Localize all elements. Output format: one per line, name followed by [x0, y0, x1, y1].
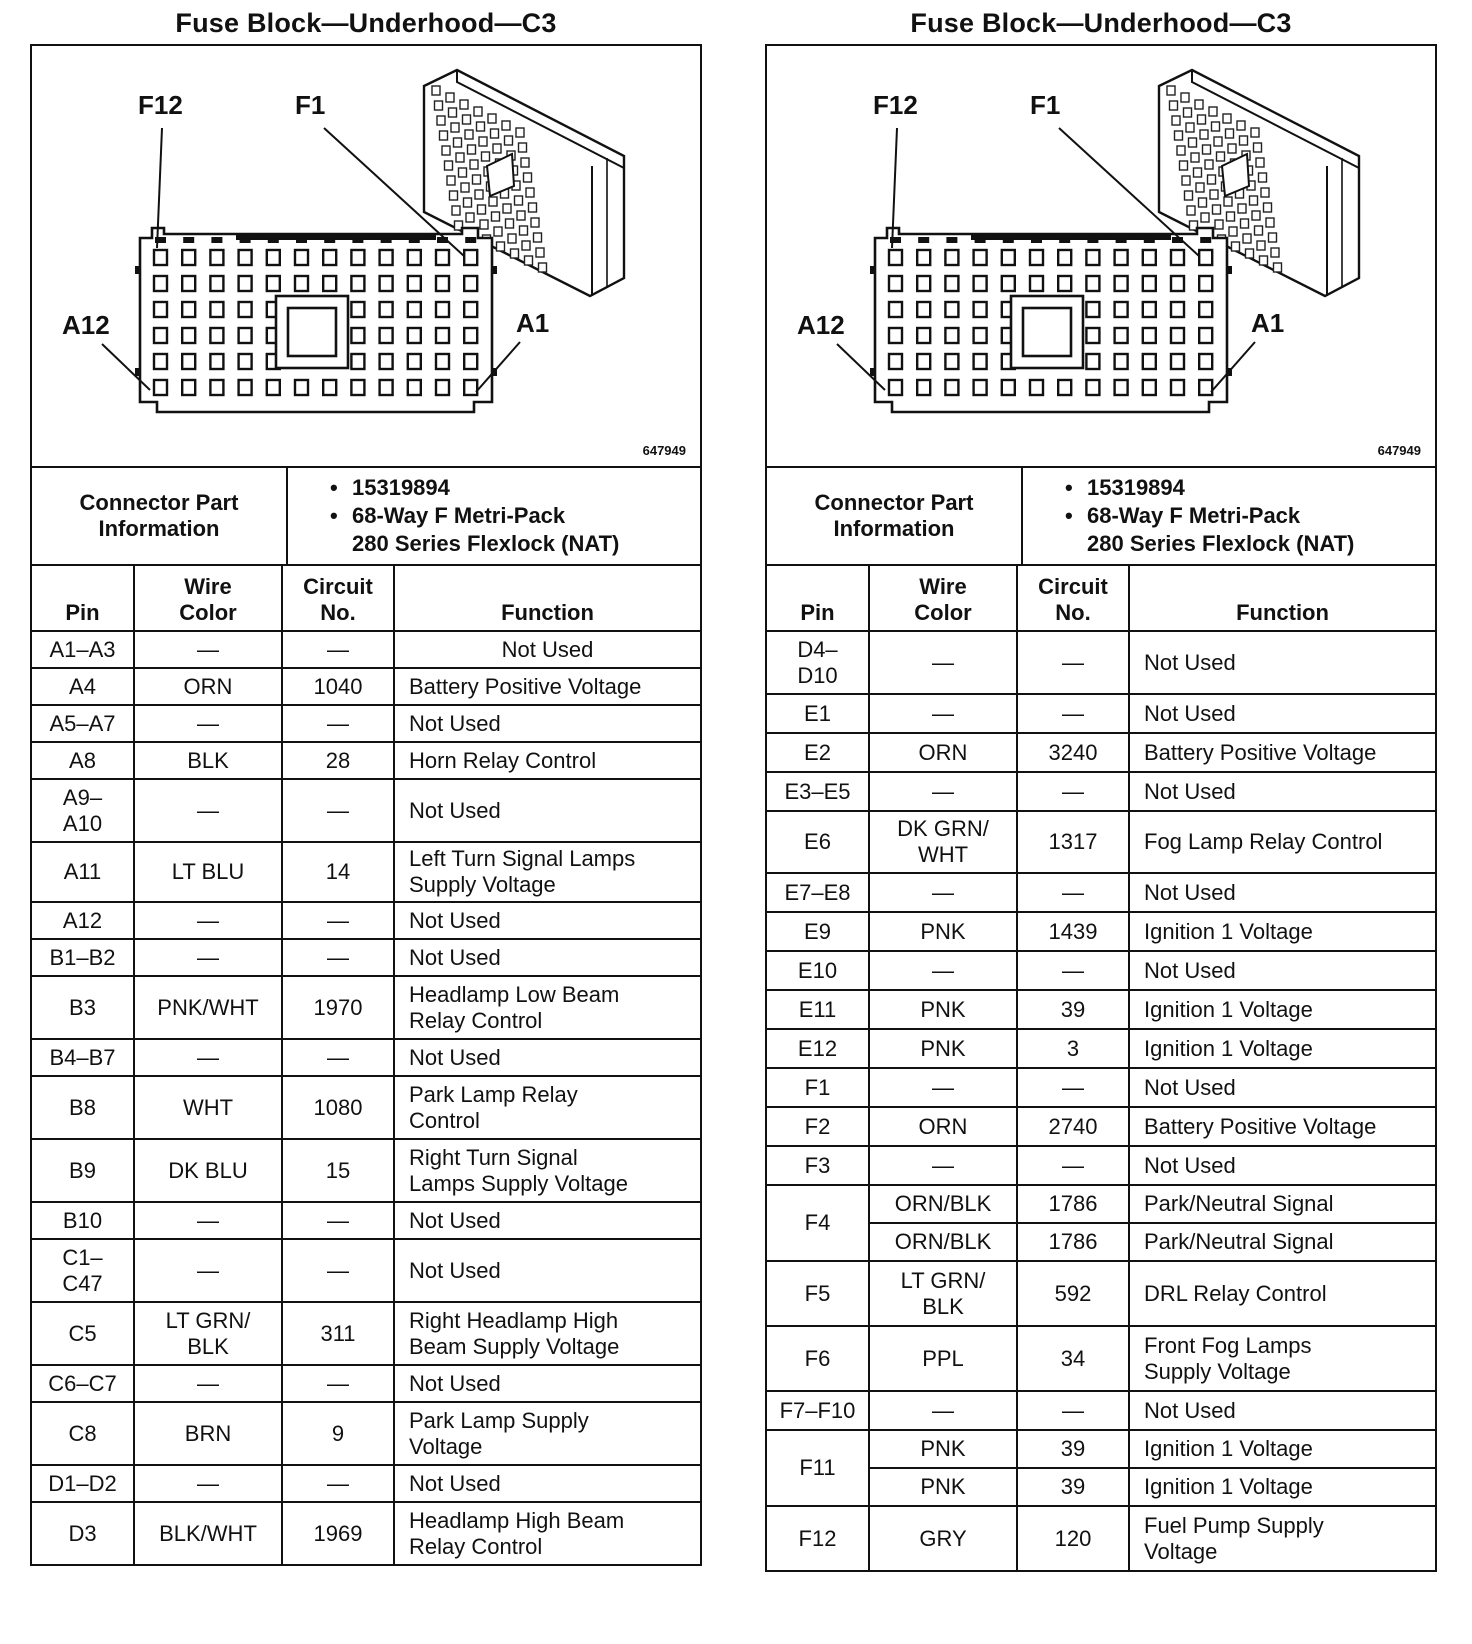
header-wire-color: Wire Color [869, 566, 1017, 631]
cell-function: Not Used [394, 902, 700, 939]
cell-pin: E9 [767, 912, 869, 951]
cell-function: Not Used [394, 1365, 700, 1402]
cell-circuit: 1969 [282, 1502, 394, 1565]
cell-wire-color: LT BLU [134, 842, 282, 902]
cell-pin: A1–A3 [32, 631, 134, 668]
cell-function: Not Used [1129, 631, 1435, 694]
header-pin: Pin [32, 566, 134, 631]
cell-circuit: — [282, 1202, 394, 1239]
pinout-table [767, 566, 1435, 1572]
connector-part-values [1023, 468, 1435, 564]
cell-pin: E10 [767, 951, 869, 990]
table-row [32, 631, 700, 668]
cell-function: Not Used [1129, 1391, 1435, 1430]
cell-circuit: 39 [1017, 1468, 1129, 1506]
cell-wire-color: — [869, 1146, 1017, 1185]
cell-pin: A9– A10 [32, 779, 134, 842]
connector-part-label: Connector Part Information [767, 468, 1023, 564]
header-circuit: Circuit No. [1017, 566, 1129, 631]
table-row [767, 1261, 1435, 1326]
cell-circuit: 120 [1017, 1506, 1129, 1571]
cell-wire-color: — [134, 1239, 282, 1302]
table-row [767, 1107, 1435, 1146]
label-f12: F12 [138, 90, 183, 120]
panel-box [30, 44, 702, 1566]
cell-wire-color: ORN [869, 733, 1017, 772]
cell-pin: E3–E5 [767, 772, 869, 811]
cell-circuit: 34 [1017, 1326, 1129, 1391]
cell-wire-color: — [869, 951, 1017, 990]
cell-wire-color: — [869, 772, 1017, 811]
cell-function: Park/Neutral Signal [1129, 1223, 1435, 1261]
table-row [32, 1039, 700, 1076]
cell-pin: D1–D2 [32, 1465, 134, 1502]
cell-circuit: 15 [282, 1139, 394, 1202]
header-function: Function [1129, 566, 1435, 631]
table-row [767, 1326, 1435, 1391]
table-row [767, 1146, 1435, 1185]
table-row [767, 1029, 1435, 1068]
cell-circuit: — [1017, 694, 1129, 733]
cell-pin: C6–C7 [32, 1365, 134, 1402]
panel-title: Fuse Block—Underhood—C3 [175, 8, 557, 38]
cell-pin: F11 [767, 1430, 869, 1506]
figure [767, 46, 1435, 468]
cell-pin: F2 [767, 1107, 869, 1146]
cell-circuit: — [282, 705, 394, 742]
cell-wire-color: WHT [134, 1076, 282, 1139]
cell-wire-color: — [869, 1068, 1017, 1107]
label-a12: A12 [62, 310, 110, 340]
cell-wire-color: ORN/BLK [869, 1223, 1017, 1261]
cell-pin: A8 [32, 742, 134, 779]
cell-wire-color: — [134, 902, 282, 939]
cell-function: Ignition 1 Voltage [1129, 1029, 1435, 1068]
cell-pin: A5–A7 [32, 705, 134, 742]
header-function: Function [394, 566, 700, 631]
cell-wire-color: — [869, 873, 1017, 912]
cell-circuit: 1317 [1017, 811, 1129, 873]
table-row [767, 631, 1435, 694]
table-row [32, 1302, 700, 1365]
cell-wire-color: GRY [869, 1506, 1017, 1571]
cell-circuit: — [282, 939, 394, 976]
figure-id: 647949 [1377, 443, 1421, 458]
table-row [767, 873, 1435, 912]
table-row [32, 976, 700, 1039]
cell-pin: C5 [32, 1302, 134, 1365]
cell-pin: A4 [32, 668, 134, 705]
cell-wire-color: PNK [869, 1468, 1017, 1506]
figure-id: 647949 [642, 443, 686, 458]
cell-pin: B1–B2 [32, 939, 134, 976]
cell-pin: E6 [767, 811, 869, 873]
table-header-row [767, 566, 1435, 631]
table-row [32, 939, 700, 976]
cell-pin: D4– D10 [767, 631, 869, 694]
cell-function: Not Used [1129, 694, 1435, 733]
table-row [32, 668, 700, 705]
cell-pin: F12 [767, 1506, 869, 1571]
table-row [767, 811, 1435, 873]
cell-wire-color: LT GRN/ BLK [869, 1261, 1017, 1326]
header-wire-color: Wire Color [134, 566, 282, 631]
cell-circuit: — [282, 902, 394, 939]
cell-circuit: — [282, 1039, 394, 1076]
cell-circuit: 1439 [1017, 912, 1129, 951]
header-circuit: Circuit No. [282, 566, 394, 631]
cell-function: Not Used [394, 1465, 700, 1502]
cell-function: Not Used [1129, 951, 1435, 990]
table-row [767, 912, 1435, 951]
cell-circuit: 1786 [1017, 1223, 1129, 1261]
table-row [767, 1068, 1435, 1107]
cell-function: Ignition 1 Voltage [1129, 990, 1435, 1029]
cell-function: Not Used [1129, 1146, 1435, 1185]
cell-circuit: — [1017, 1068, 1129, 1107]
cell-function: Headlamp Low Beam Relay Control [394, 976, 700, 1039]
cell-circuit: 3240 [1017, 733, 1129, 772]
cell-wire-color: DK GRN/ WHT [869, 811, 1017, 873]
cell-circuit: 1080 [282, 1076, 394, 1139]
table-row [32, 1365, 700, 1402]
cell-function: Battery Positive Voltage [1129, 733, 1435, 772]
cell-circuit: — [282, 631, 394, 668]
table-header-row [32, 566, 700, 631]
table-row [32, 1202, 700, 1239]
cell-circuit: — [1017, 873, 1129, 912]
cell-circuit: 1040 [282, 668, 394, 705]
cell-circuit: 28 [282, 742, 394, 779]
table-row [767, 1185, 1435, 1223]
cell-wire-color: PNK [869, 1430, 1017, 1468]
cell-circuit: 1970 [282, 976, 394, 1039]
panel-title: Fuse Block—Underhood—C3 [910, 8, 1292, 38]
cell-pin: F7–F10 [767, 1391, 869, 1430]
cell-function: DRL Relay Control [1129, 1261, 1435, 1326]
connector-part-info [32, 468, 700, 566]
cell-function: Not Used [394, 705, 700, 742]
cell-wire-color: BLK/WHT [134, 1502, 282, 1565]
table-row [32, 742, 700, 779]
cell-wire-color: BLK [134, 742, 282, 779]
table-row [767, 1506, 1435, 1571]
cell-function: Not Used [394, 1239, 700, 1302]
cell-circuit: 311 [282, 1302, 394, 1365]
cell-pin: C8 [32, 1402, 134, 1465]
cell-function: Battery Positive Voltage [394, 668, 700, 705]
cell-function: Park Lamp Supply Voltage [394, 1402, 700, 1465]
cell-wire-color: ORN [134, 668, 282, 705]
cell-circuit: 592 [1017, 1261, 1129, 1326]
cell-circuit: — [1017, 1391, 1129, 1430]
connector-type: • 68-Way F Metri-Pack 280 Series Flexlock (NAT) [1063, 502, 1435, 558]
cell-pin: F1 [767, 1068, 869, 1107]
table-row [32, 842, 700, 902]
cell-function: Fog Lamp Relay Control [1129, 811, 1435, 873]
cell-wire-color: LT GRN/ BLK [134, 1302, 282, 1365]
connector-type: • 68-Way F Metri-Pack 280 Series Flexlock (NAT) [328, 502, 700, 558]
fuse-block-diagram [767, 46, 1407, 466]
cell-pin: F3 [767, 1146, 869, 1185]
cell-circuit: 39 [1017, 1430, 1129, 1468]
cell-pin: E2 [767, 733, 869, 772]
cell-pin: F5 [767, 1261, 869, 1326]
cell-function: Not Used [394, 1202, 700, 1239]
cell-wire-color: PNK [869, 912, 1017, 951]
figure [32, 46, 700, 468]
table-row [32, 902, 700, 939]
cell-pin: D3 [32, 1502, 134, 1565]
table-row [767, 733, 1435, 772]
cell-function: Right Headlamp High Beam Supply Voltage [394, 1302, 700, 1365]
connector-face [135, 228, 497, 412]
table-row [32, 1139, 700, 1202]
cell-wire-color: — [134, 1039, 282, 1076]
panel-box [765, 44, 1437, 1572]
cell-function: Ignition 1 Voltage [1129, 1430, 1435, 1468]
cell-function: Not Used [1129, 772, 1435, 811]
cell-pin: F4 [767, 1185, 869, 1261]
table-row [32, 1239, 700, 1302]
cell-function: Park Lamp Relay Control [394, 1076, 700, 1139]
cell-wire-color: PPL [869, 1326, 1017, 1391]
cell-circuit: — [1017, 1146, 1129, 1185]
table-row [767, 1391, 1435, 1430]
cell-function: Fuel Pump Supply Voltage [1129, 1506, 1435, 1571]
cell-circuit: — [282, 779, 394, 842]
cell-pin: F6 [767, 1326, 869, 1391]
table-row [32, 1402, 700, 1465]
cell-pin: E12 [767, 1029, 869, 1068]
cell-function: Horn Relay Control [394, 742, 700, 779]
cell-wire-color: — [134, 939, 282, 976]
cell-wire-color: — [134, 631, 282, 668]
cell-pin: E11 [767, 990, 869, 1029]
table-row [767, 772, 1435, 811]
cell-wire-color: — [134, 1365, 282, 1402]
cell-circuit: — [1017, 951, 1129, 990]
cell-pin: C1– C47 [32, 1239, 134, 1302]
cell-function: Right Turn Signal Lamps Supply Voltage [394, 1139, 700, 1202]
table-row [32, 705, 700, 742]
connector-part-values [288, 468, 700, 564]
cell-function: Not Used [394, 779, 700, 842]
cell-wire-color: PNK/WHT [134, 976, 282, 1039]
label-f1: F1 [295, 90, 326, 120]
cell-circuit: — [1017, 772, 1129, 811]
cell-wire-color: — [134, 779, 282, 842]
table-row [32, 1465, 700, 1502]
cell-wire-color: ORN/BLK [869, 1185, 1017, 1223]
cell-wire-color: — [869, 631, 1017, 694]
cell-function: Ignition 1 Voltage [1129, 1468, 1435, 1506]
cell-pin: B9 [32, 1139, 134, 1202]
table-row [767, 1430, 1435, 1468]
cell-circuit: — [282, 1465, 394, 1502]
table-row [767, 990, 1435, 1029]
table-row [767, 951, 1435, 990]
right-panel [765, 0, 1437, 1572]
table-row [767, 694, 1435, 733]
cell-wire-color: — [134, 1202, 282, 1239]
connector-face [870, 228, 1232, 412]
cell-function: Not Used [1129, 873, 1435, 912]
cell-pin: B10 [32, 1202, 134, 1239]
cell-function: Not Used [394, 939, 700, 976]
table-row [32, 1502, 700, 1565]
label-f1: F1 [1030, 90, 1061, 120]
cell-wire-color: PNK [869, 1029, 1017, 1068]
cell-pin: B4–B7 [32, 1039, 134, 1076]
connector-part-info [767, 468, 1435, 566]
cell-function: Not Used [1129, 1068, 1435, 1107]
cell-circuit: — [1017, 631, 1129, 694]
cell-function: Left Turn Signal Lamps Supply Voltage [394, 842, 700, 902]
fuse-block-diagram [32, 46, 672, 466]
part-number: • 15319894 [1063, 474, 1435, 502]
table-row [32, 779, 700, 842]
cell-circuit: 14 [282, 842, 394, 902]
label-a12: A12 [797, 310, 845, 340]
cell-wire-color: — [869, 1391, 1017, 1430]
cell-wire-color: — [869, 694, 1017, 733]
cell-wire-color: PNK [869, 990, 1017, 1029]
cell-circuit: 3 [1017, 1029, 1129, 1068]
label-a1: A1 [1251, 308, 1285, 338]
cell-pin: A12 [32, 902, 134, 939]
cell-circuit: 2740 [1017, 1107, 1129, 1146]
header-pin: Pin [767, 566, 869, 631]
label-a1: A1 [516, 308, 550, 338]
cell-circuit: — [282, 1239, 394, 1302]
cell-pin: E1 [767, 694, 869, 733]
cell-pin: E7–E8 [767, 873, 869, 912]
cell-circuit: 9 [282, 1402, 394, 1465]
cell-wire-color: BRN [134, 1402, 282, 1465]
cell-circuit: 39 [1017, 990, 1129, 1029]
connector-part-label: Connector Part Information [32, 468, 288, 564]
cell-function: Not Used [394, 1039, 700, 1076]
cell-wire-color: — [134, 1465, 282, 1502]
left-panel [30, 0, 702, 1566]
cell-function: Not Used [394, 631, 700, 668]
cell-function: Battery Positive Voltage [1129, 1107, 1435, 1146]
part-number: • 15319894 [328, 474, 700, 502]
cell-function: Headlamp High Beam Relay Control [394, 1502, 700, 1565]
cell-function: Park/Neutral Signal [1129, 1185, 1435, 1223]
cell-wire-color: ORN [869, 1107, 1017, 1146]
cell-circuit: 1786 [1017, 1185, 1129, 1223]
cell-pin: B3 [32, 976, 134, 1039]
cell-function: Ignition 1 Voltage [1129, 912, 1435, 951]
cell-pin: A11 [32, 842, 134, 902]
label-f12: F12 [873, 90, 918, 120]
cell-function: Front Fog Lamps Supply Voltage [1129, 1326, 1435, 1391]
cell-pin: B8 [32, 1076, 134, 1139]
pinout-table [32, 566, 700, 1566]
table-row [32, 1076, 700, 1139]
cell-circuit: — [282, 1365, 394, 1402]
cell-wire-color: — [134, 705, 282, 742]
cell-wire-color: DK BLU [134, 1139, 282, 1202]
